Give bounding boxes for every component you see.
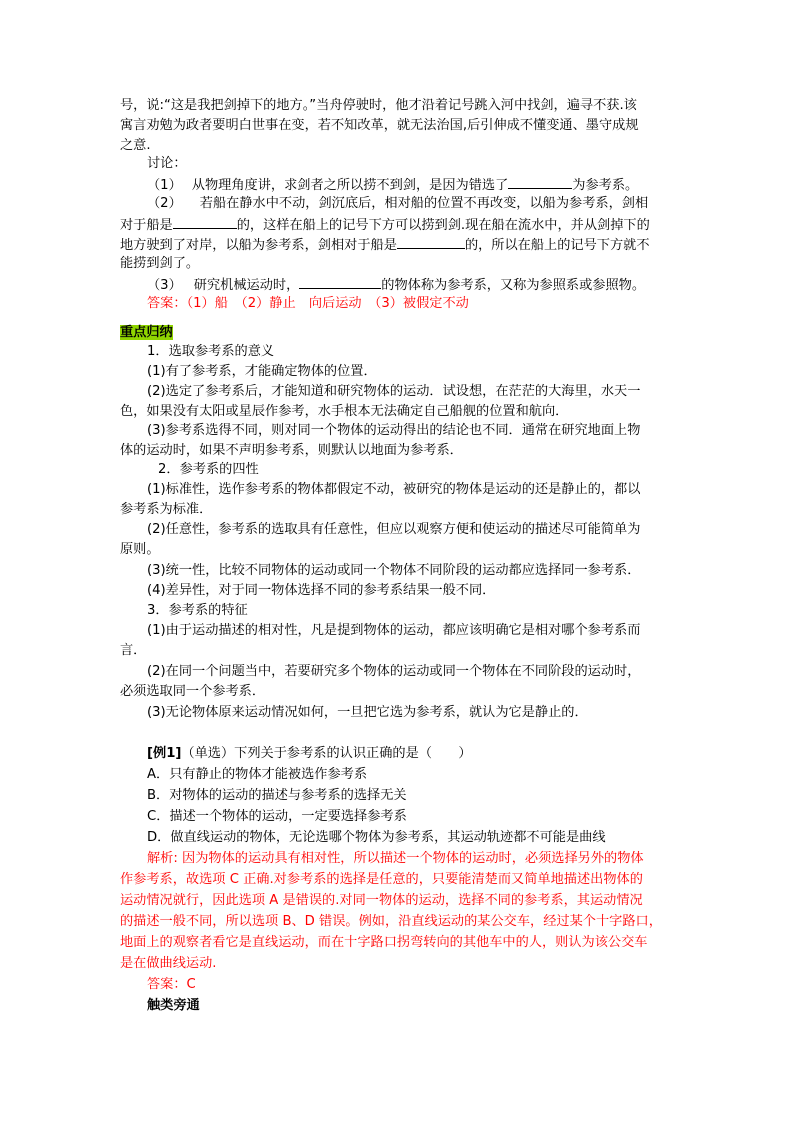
example-option-b: B．对物体的运动的描述与参考系的选择无关: [147, 788, 407, 803]
q1-number: （1）: [147, 178, 182, 193]
q2-text-a: 若船在静水中不动，剑沉底后，相对船的位置不再改变，以船为参考系，剑相: [199, 196, 649, 211]
q2-line2-a: 对于船是: [120, 218, 173, 233]
discussion-q2-line-2: [120, 214, 680, 236]
summary-heading-row: [120, 323, 680, 343]
summary-s1-p2-line-1: (2)选定了参考系后，才能知道和研究物体的运动．试设想，在茫茫的大海里，水天一: [147, 384, 641, 399]
summary-s3-p2-line-1: (2)在同一个问题当中，若要研究多个物体的运动或同一个物体在不同阶段的运动时，: [147, 664, 641, 679]
discussion-q2-line-4: 能捞到剑了。: [120, 256, 200, 271]
example-explanation-line-2: 作参考系，故选项 C 正确.对参考系的选择是任意的，只要能清楚而又简单地描述出物体的: [120, 872, 643, 887]
summary-s3-p1-line-2: 言．: [120, 643, 147, 658]
discussion-q1: [147, 174, 707, 196]
summary-s2-p2-line-1: (2)任意性，参考系的选取具有任意性，但应以观察方便和使运动的描述尽可能简单为: [147, 522, 641, 537]
story-line-1: 号，说:“这是我把剑掉下的地方。”当舟停驶时，他才沿着记号跳入河中找剑，遍寻不获.该: [120, 98, 637, 113]
summary-s1-p3-line-2: 体的运动时，如果不声明参考系，则默认以地面为参考系．: [120, 443, 463, 458]
example-option-a: A．只有静止的物体才能被选作参考系: [147, 767, 368, 782]
example-explanation-line-1: 解析: 因为物体的运动具有相对性，所以描述一个物体的运动时，必须选择另外的物体: [147, 851, 644, 866]
discussion-q3: [147, 274, 707, 296]
summary-s2-p4: (4)差异性，对于同一物体选择不同的参考系结果一般不同．: [147, 583, 496, 598]
discussion-q2: [147, 194, 707, 214]
example-tag: [例1]: [147, 746, 182, 761]
q1-text-b: 为参考系。: [572, 178, 639, 193]
example-explanation-line-3: 运动情况就行，因此选项 A 是错误的.对同一物体的运动，选择不同的参考系，其运动情况: [120, 893, 643, 908]
example-explanation-line-5: 地面上的观察者看它是直线运动，而在十字路口拐弯转向的其他车中的人，则认为该公交车: [120, 935, 648, 950]
example-answer: 答案：C: [147, 977, 196, 992]
summary-s1-p2-line-2: 色，如果没有太阳或星辰作参考，水手根本无法确定自己船舰的位置和航向．: [120, 404, 569, 419]
example-stem: （单选）下列关于参考系的认识正确的是（ ）: [181, 746, 472, 761]
summary-s1-title: 1．选取参考系的意义: [147, 344, 275, 359]
summary-s2-p3: (3)统一性，比较不同物体的运动或同一个物体不同阶段的运动都应选择同一参考系．: [147, 563, 641, 578]
example-option-d: D．做直线运动的物体，无论选哪个物体为参考系，其运动轨迹都不可能是曲线: [147, 830, 606, 845]
summary-s3-p3: (3)无论物体原来运动情况如何，一旦把它选为参考系，就认为它是静止的．: [147, 705, 588, 720]
q3-blank[interactable]: [299, 274, 381, 289]
example-option-c: C．描述一个物体的运动，一定要选择参考系: [147, 809, 407, 824]
q3-text-a: 研究机械运动时，: [193, 278, 300, 293]
summary-s2-title: 2．参考系的四性: [158, 462, 259, 477]
q2-blank-2[interactable]: [397, 234, 465, 249]
next-section-heading: 触类旁通: [147, 998, 200, 1013]
q2-line3-b: 的，所以在船上的记号下方就不: [464, 238, 650, 253]
q2-blank-1[interactable]: [173, 214, 237, 229]
story-line-2: 寓言劝勉为政者要明白世事在变，若不知改革，就无法治国,后引伸成不懂变通、墨守成规: [120, 118, 639, 133]
story-line-3: 之意.: [120, 138, 151, 153]
example-explanation-line-4: 的描述一般不同，所以选项 B、D 错误。例如，沿直线运动的某公交车，经过某个十字路口，: [120, 914, 662, 929]
summary-s2-p2-line-2: 原则。: [120, 542, 160, 557]
example-stem-line: [147, 744, 707, 764]
q1-blank[interactable]: [508, 174, 572, 189]
q1-text-a: 从物理角度讲，求剑者之所以捞不到剑，是因为错选了: [191, 178, 509, 193]
discussion-q2-line-3: [120, 234, 680, 256]
summary-s2-p1-line-1: (1)标准性，选作参考系的物体都假定不动，被研究的物体是运动的还是静止的，都以: [147, 482, 641, 497]
summary-s3-p1-line-1: (1)由于运动描述的相对性，凡是提到物体的运动，都应该明确它是相对哪个参考系而: [147, 623, 641, 638]
discussion-label: 讨论：: [147, 156, 187, 171]
q3-text-b: 的物体称为参考系，又称为参照系或参照物。: [381, 278, 646, 293]
summary-s2-p1-line-2: 参考系为标准．: [120, 502, 213, 517]
summary-s1-p3-line-1: (3)参考系选得不同，则对同一个物体的运动得出的结论也不同．通常在研究地面上物: [147, 423, 641, 438]
summary-heading: 重点归纳: [120, 325, 173, 340]
q3-number: （3）: [147, 278, 182, 293]
summary-s1-p1: (1)有了参考系，才能确定物体的位置．: [147, 364, 377, 379]
q2-line2-b: 的，这样在船上的记号下方可以捞到剑.现在船在流水中，并从剑掉下的: [236, 218, 650, 233]
summary-s3-p2-line-2: 必须选取同一个参考系．: [120, 684, 266, 699]
q2-number: （2）: [147, 196, 182, 211]
discussion-answer: 答案：（1）船 （2）静止 向后运动 （3）被假定不动: [147, 296, 469, 311]
summary-s3-title: 3．参考系的特征: [147, 603, 248, 618]
q2-line3-a: 地方驶到了对岸，以船为参考系，剑相对于船是: [120, 238, 397, 253]
example-explanation-line-6: 是在做曲线运动.: [120, 956, 217, 971]
